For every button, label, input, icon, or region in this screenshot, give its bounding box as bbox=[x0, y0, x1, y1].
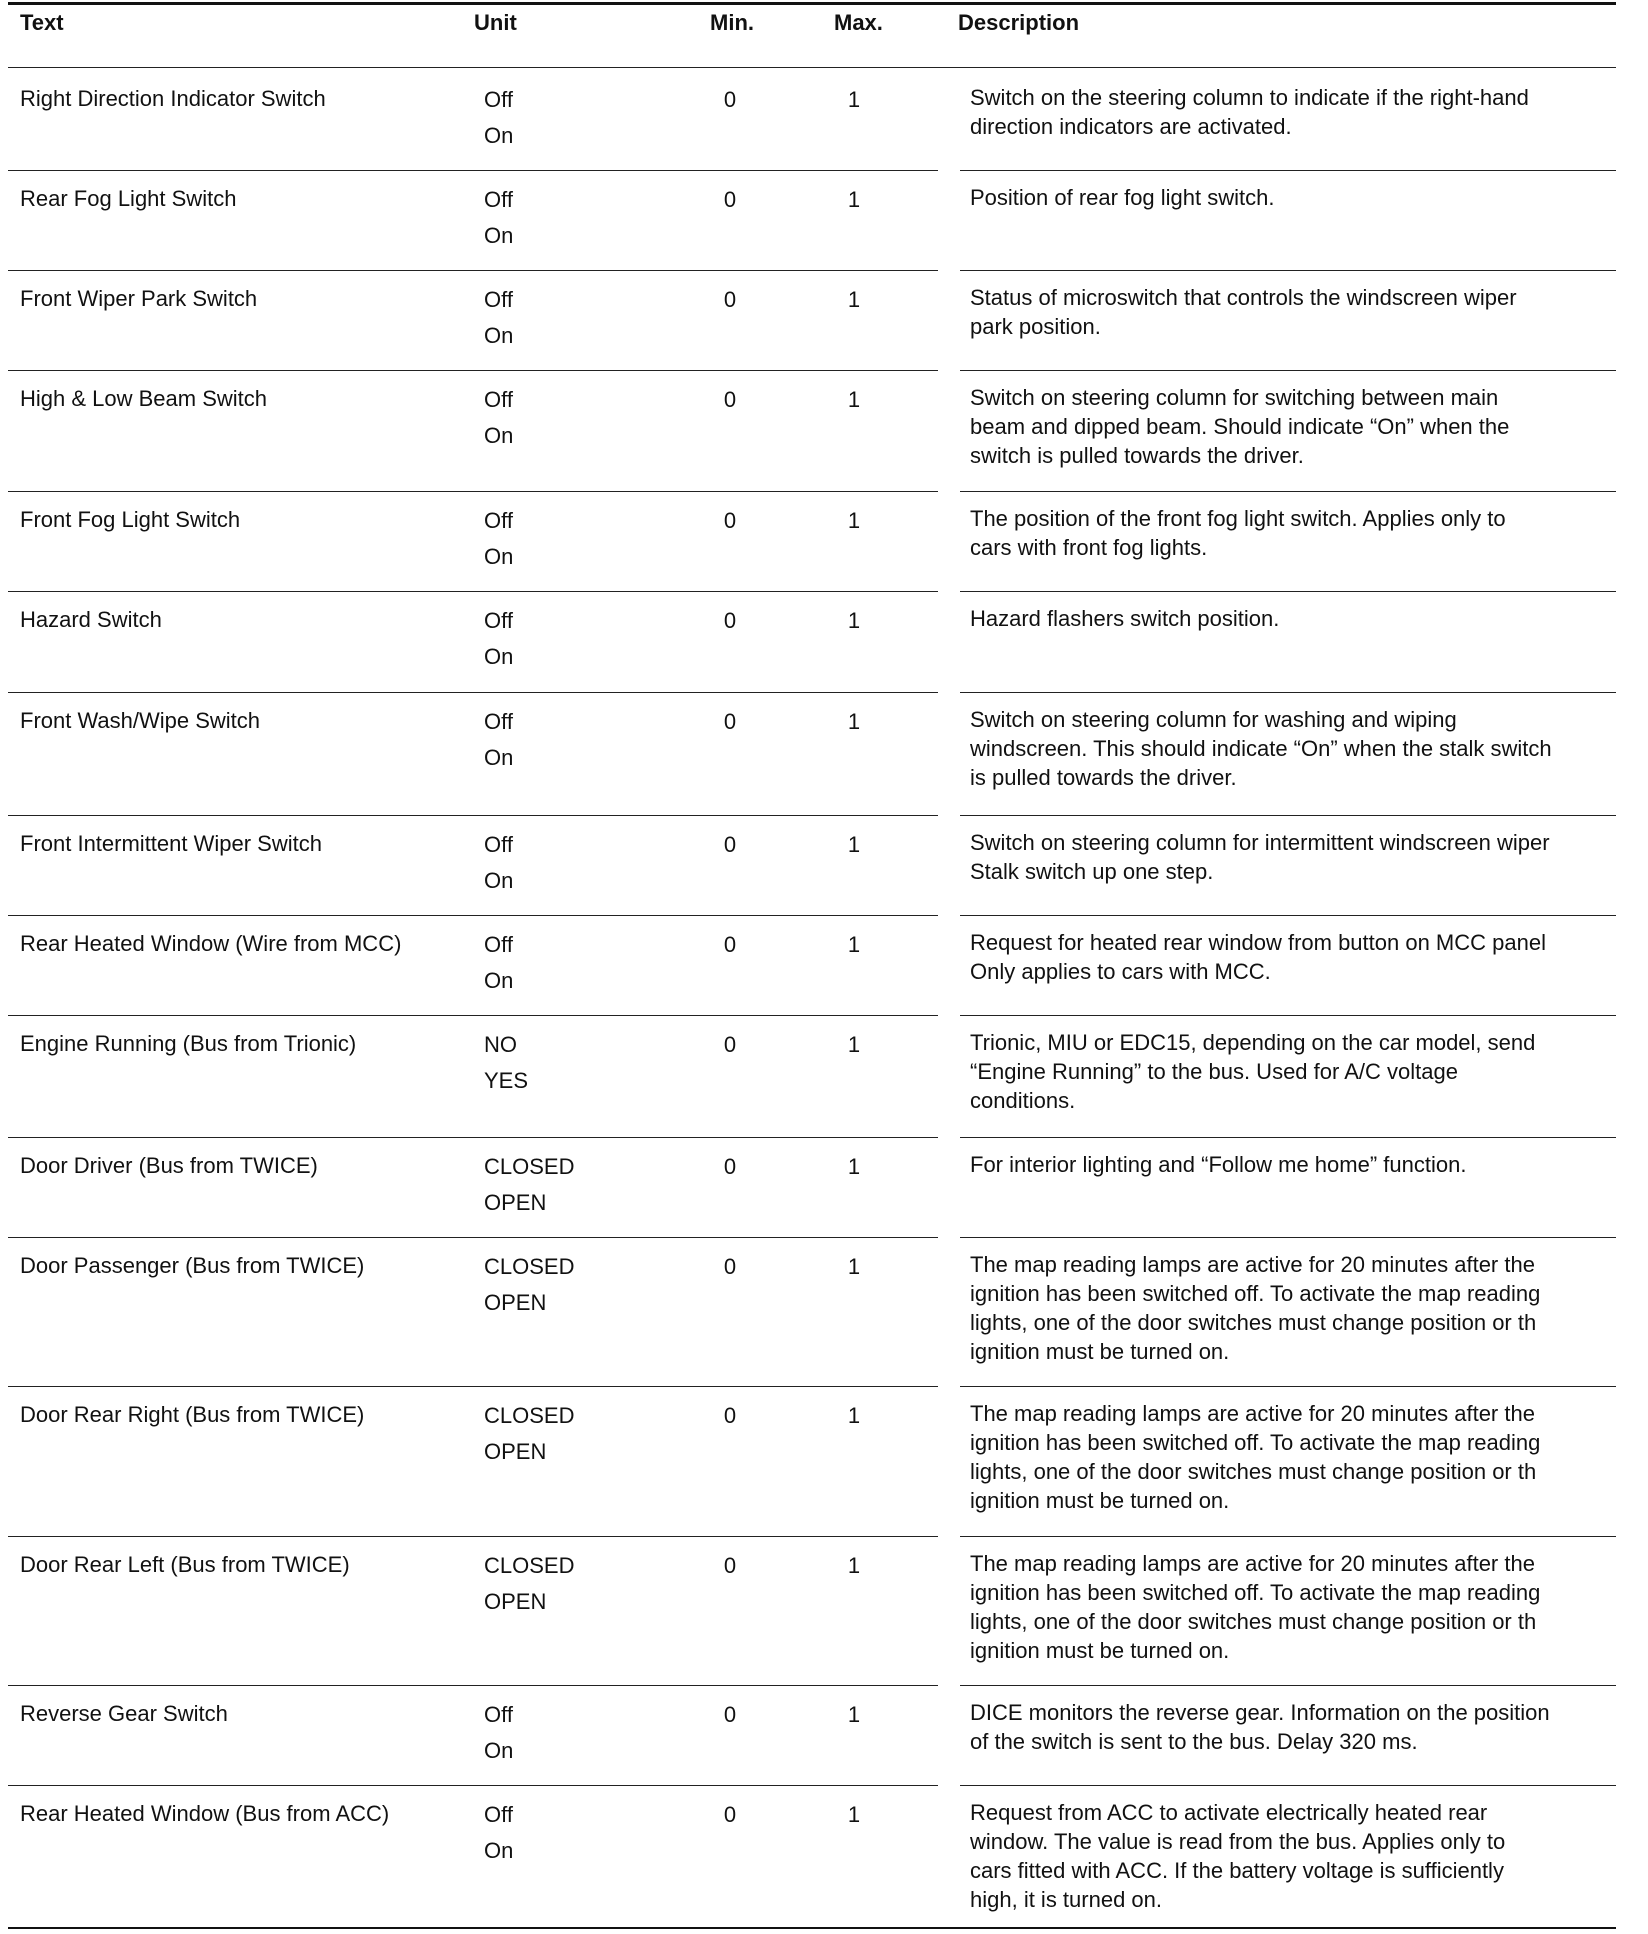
unit-value-low: CLOSED bbox=[484, 1154, 575, 1179]
unit-values bbox=[484, 82, 684, 154]
max-value: 1 bbox=[847, 1032, 861, 1057]
row-rule bbox=[960, 1386, 1616, 1387]
unit-value-low: Off bbox=[484, 287, 513, 312]
max-value: 1 bbox=[847, 1403, 861, 1428]
row-rule bbox=[960, 692, 1616, 693]
description: The position of the front fog light switch. Applies only to cars with front fog lights. bbox=[970, 506, 1506, 560]
signal-name: Engine Running (Bus from Trionic) bbox=[20, 1031, 357, 1056]
unit-value-low: Off bbox=[484, 87, 513, 112]
description: The map reading lamps are active for 20 minutes after the ignition has been switched off. To activate the map reading lights, one of the door switches must change position or th ignition must be turned on. bbox=[970, 1252, 1541, 1364]
row-rule bbox=[8, 1785, 938, 1786]
min-value: 0 bbox=[723, 1802, 737, 1827]
max-value: 1 bbox=[847, 187, 861, 212]
unit-value-high: On bbox=[484, 423, 514, 448]
unit-value-low: Off bbox=[484, 832, 513, 857]
unit-values bbox=[484, 1697, 684, 1769]
unit-value-high: On bbox=[484, 323, 514, 348]
row-rule bbox=[8, 270, 938, 271]
max-value: 1 bbox=[847, 1802, 861, 1827]
unit-value-low: CLOSED bbox=[484, 1254, 575, 1279]
description: DICE monitors the reverse gear. Information on the position of the switch is sent to the bus. Delay 320 ms. bbox=[970, 1700, 1550, 1754]
unit-value-low: Off bbox=[484, 1802, 513, 1827]
min-value: 0 bbox=[723, 508, 737, 533]
row-rule bbox=[8, 1015, 938, 1016]
unit-value-low: CLOSED bbox=[484, 1403, 575, 1428]
description: Status of microswitch that controls the windscreen wiper park position. bbox=[970, 285, 1517, 339]
description: Request for heated rear window from button on MCC panel Only applies to cars with MCC. bbox=[970, 930, 1546, 984]
header-description: Description bbox=[958, 10, 1080, 35]
max-value: 1 bbox=[847, 287, 861, 312]
unit-value-high: YES bbox=[484, 1068, 529, 1093]
max-value: 1 bbox=[847, 608, 861, 633]
min-value: 0 bbox=[723, 932, 737, 957]
row-rule bbox=[960, 1137, 1616, 1138]
row-rule bbox=[960, 491, 1616, 492]
description: Switch on steering column for washing and wiping windscreen. This should indicate “On” when the stalk switch is pulled towards the driver. bbox=[970, 707, 1552, 790]
unit-value-high: On bbox=[484, 745, 514, 770]
max-value: 1 bbox=[847, 387, 861, 412]
header-text: Text bbox=[20, 10, 64, 35]
max-value: 1 bbox=[847, 1254, 861, 1279]
description: The map reading lamps are active for 20 minutes after the ignition has been switched off. To activate the map reading lights, one of the door switches must change position or th ignition must be turned on. bbox=[970, 1401, 1541, 1513]
table-bottom-rule bbox=[8, 1927, 1616, 1929]
signal-name: Reverse Gear Switch bbox=[20, 1701, 228, 1726]
row-rule bbox=[960, 1536, 1616, 1537]
description: Trionic, MIU or EDC15, depending on the car model, send “Engine Running” to the bus. Used for A/C voltage conditions. bbox=[970, 1030, 1536, 1113]
max-value: 1 bbox=[847, 832, 861, 857]
row-rule bbox=[8, 591, 938, 592]
unit-value-high: On bbox=[484, 223, 514, 248]
unit-value-low: Off bbox=[484, 709, 513, 734]
min-value: 0 bbox=[723, 387, 737, 412]
row-rule bbox=[960, 1685, 1616, 1686]
unit-value-high: On bbox=[484, 1738, 514, 1763]
unit-values bbox=[484, 182, 684, 254]
max-value: 1 bbox=[847, 1702, 861, 1727]
description: Switch on the steering column to indicate if the right-hand direction indicators are activated. bbox=[970, 85, 1529, 139]
max-value: 1 bbox=[847, 932, 861, 957]
row-rule bbox=[8, 170, 938, 171]
unit-values bbox=[484, 1027, 684, 1099]
description: For interior lighting and “Follow me home” function. bbox=[970, 1152, 1467, 1177]
description: Switch on steering column for switching between main beam and dipped beam. Should indicate “On” when the switch is pulled towards the driver. bbox=[970, 385, 1510, 468]
row-rule bbox=[960, 1785, 1616, 1786]
unit-value-high: OPEN bbox=[484, 1439, 547, 1464]
signal-name: Rear Fog Light Switch bbox=[20, 186, 237, 211]
unit-values bbox=[484, 1398, 684, 1470]
unit-values bbox=[484, 1149, 684, 1221]
unit-value-high: On bbox=[484, 123, 514, 148]
row-rule bbox=[8, 1237, 938, 1238]
unit-value-low: Off bbox=[484, 1702, 513, 1727]
row-rule bbox=[8, 1536, 938, 1537]
unit-value-high: OPEN bbox=[484, 1190, 547, 1215]
unit-values bbox=[484, 1548, 684, 1620]
header-unit: Unit bbox=[474, 10, 517, 35]
min-value: 0 bbox=[723, 287, 737, 312]
unit-value-high: On bbox=[484, 968, 514, 993]
row-rule bbox=[8, 1685, 938, 1686]
min-value: 0 bbox=[723, 87, 737, 112]
unit-value-low: Off bbox=[484, 932, 513, 957]
signal-name: Door Passenger (Bus from TWICE) bbox=[20, 1253, 365, 1278]
row-rule bbox=[960, 170, 1616, 171]
signal-name: Front Intermittent Wiper Switch bbox=[20, 831, 322, 856]
unit-value-high: On bbox=[484, 644, 514, 669]
unit-values bbox=[484, 382, 684, 454]
min-value: 0 bbox=[723, 1032, 737, 1057]
header-rule bbox=[8, 67, 1616, 68]
signal-name: Door Driver (Bus from TWICE) bbox=[20, 1153, 318, 1178]
row-rule bbox=[8, 692, 938, 693]
signal-name: Front Wash/Wipe Switch bbox=[20, 708, 261, 733]
description: The map reading lamps are active for 20 minutes after the ignition has been switched off. To activate the map reading lights, one of the door switches must change position or th ignition must be turned on. bbox=[970, 1551, 1541, 1663]
unit-value-high: On bbox=[484, 544, 514, 569]
unit-value-low: Off bbox=[484, 187, 513, 212]
max-value: 1 bbox=[847, 1553, 861, 1578]
unit-values bbox=[484, 503, 684, 575]
signal-name: Rear Heated Window (Bus from ACC) bbox=[20, 1801, 390, 1826]
row-rule bbox=[8, 1137, 938, 1138]
unit-value-high: OPEN bbox=[484, 1290, 547, 1315]
unit-value-high: On bbox=[484, 1838, 514, 1863]
description: Request from ACC to activate electrically heated rear window. The value is read from the bus. Applies only to cars fitted with ACC. If the battery voltage is sufficiently high, it is turned on. bbox=[970, 1800, 1506, 1912]
row-rule bbox=[8, 491, 938, 492]
signal-name: Rear Heated Window (Wire from MCC) bbox=[20, 931, 402, 956]
description: Switch on steering column for intermittent windscreen wiper Stalk switch up one step. bbox=[970, 830, 1550, 884]
description: Position of rear fog light switch. bbox=[970, 185, 1275, 210]
signal-name: Right Direction Indicator Switch bbox=[20, 86, 326, 111]
signal-name: Front Wiper Park Switch bbox=[20, 286, 258, 311]
max-value: 1 bbox=[847, 709, 861, 734]
unit-values bbox=[484, 1797, 684, 1869]
min-value: 0 bbox=[723, 832, 737, 857]
signal-name: Front Fog Light Switch bbox=[20, 507, 241, 532]
unit-values bbox=[484, 704, 684, 776]
signal-name: Door Rear Right (Bus from TWICE) bbox=[20, 1402, 365, 1427]
max-value: 1 bbox=[847, 508, 861, 533]
min-value: 0 bbox=[723, 1403, 737, 1428]
row-rule bbox=[960, 1015, 1616, 1016]
unit-values bbox=[484, 282, 684, 354]
unit-value-low: Off bbox=[484, 508, 513, 533]
signal-name: High & Low Beam Switch bbox=[20, 386, 267, 411]
unit-value-low: Off bbox=[484, 608, 513, 633]
signal-name: Hazard Switch bbox=[20, 607, 162, 632]
max-value: 1 bbox=[847, 1154, 861, 1179]
row-rule bbox=[8, 1386, 938, 1387]
row-rule bbox=[8, 370, 938, 371]
unit-value-high: OPEN bbox=[484, 1589, 547, 1614]
table-header bbox=[0, 0, 1648, 70]
row-rule bbox=[960, 915, 1616, 916]
row-rule bbox=[960, 370, 1616, 371]
unit-values bbox=[484, 827, 684, 899]
min-value: 0 bbox=[723, 709, 737, 734]
description: Hazard flashers switch position. bbox=[970, 606, 1280, 631]
unit-value-high: On bbox=[484, 868, 514, 893]
min-value: 0 bbox=[723, 1254, 737, 1279]
min-value: 0 bbox=[723, 1553, 737, 1578]
header-min: Min. bbox=[710, 10, 754, 35]
row-rule bbox=[960, 815, 1616, 816]
header-max: Max. bbox=[834, 10, 883, 35]
unit-values bbox=[484, 1249, 684, 1321]
min-value: 0 bbox=[723, 1154, 737, 1179]
signal-name: Door Rear Left (Bus from TWICE) bbox=[20, 1552, 350, 1577]
row-rule bbox=[960, 1237, 1616, 1238]
row-rule bbox=[8, 815, 938, 816]
min-value: 0 bbox=[723, 187, 737, 212]
unit-value-low: CLOSED bbox=[484, 1553, 575, 1578]
min-value: 0 bbox=[723, 1702, 737, 1727]
unit-values bbox=[484, 603, 684, 675]
unit-values bbox=[484, 927, 684, 999]
min-value: 0 bbox=[723, 608, 737, 633]
row-rule bbox=[8, 915, 938, 916]
row-rule bbox=[960, 591, 1616, 592]
unit-value-low: Off bbox=[484, 387, 513, 412]
unit-value-low: NO bbox=[484, 1032, 517, 1057]
row-rule bbox=[960, 270, 1616, 271]
max-value: 1 bbox=[847, 87, 861, 112]
